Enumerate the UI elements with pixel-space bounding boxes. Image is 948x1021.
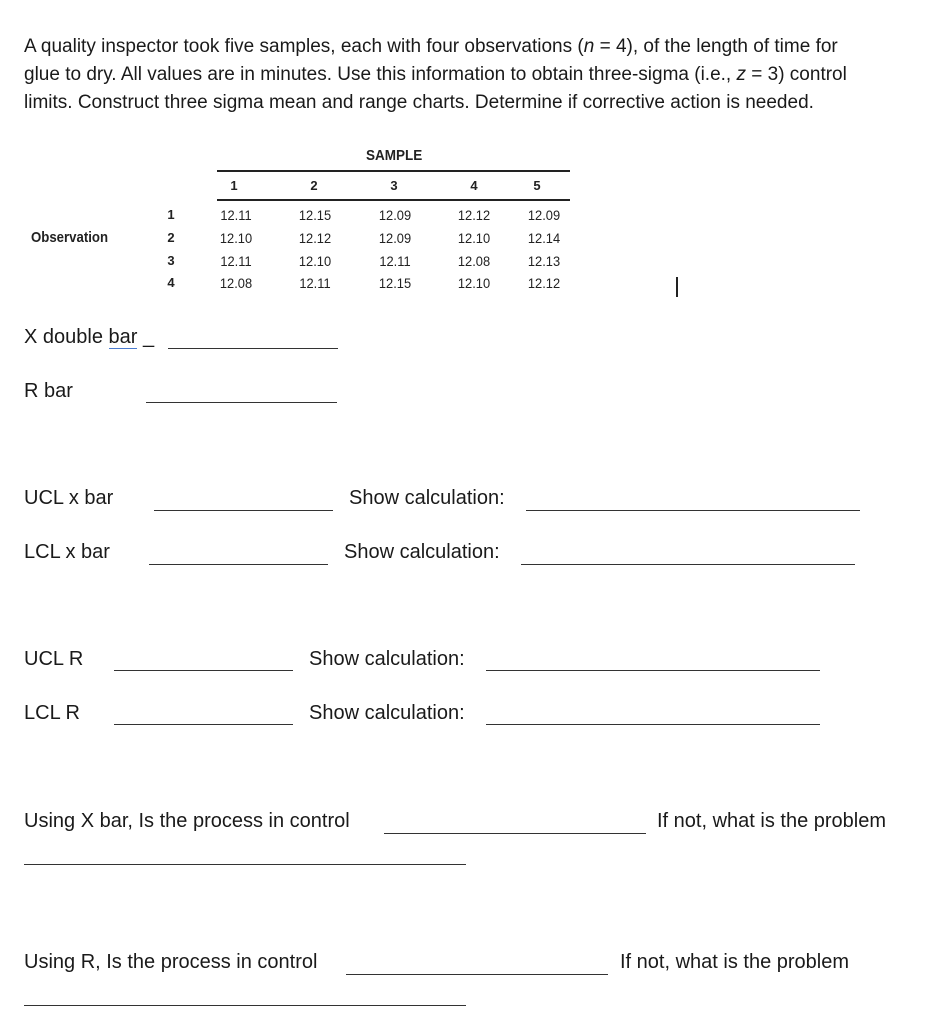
- table-cell: 12.08: [457, 253, 491, 269]
- intro-line-2: glue to dry. All values are in minutes. Use this information to obtain three-sigma (i.e., z = 3) control: [24, 64, 847, 85]
- table-cell: 12.15: [378, 275, 412, 291]
- table-cell: 12.09: [378, 230, 412, 246]
- table-cell: 12.09: [527, 207, 561, 223]
- lcl-r-label: LCL R: [24, 702, 80, 724]
- observation-label: Observation: [31, 229, 109, 246]
- sample-header: 2: [310, 178, 318, 193]
- xbar-problem-question: If not, what is the problem: [657, 810, 887, 832]
- ucl-x-bar-answer[interactable]: [154, 510, 333, 511]
- table-cell: 12.15: [298, 207, 332, 223]
- sample-header: 1: [230, 178, 238, 193]
- table-title: SAMPLE: [366, 147, 423, 164]
- table-header-rule: [217, 199, 570, 201]
- table-cell: 12.10: [457, 230, 491, 246]
- xbar-control-answer[interactable]: [384, 833, 646, 834]
- show-calculation-label: Show calculation:: [309, 702, 465, 724]
- table-cell: 12.10: [298, 253, 332, 269]
- r-control-question: Using R, Is the process in control: [24, 951, 318, 973]
- show-calculation-label: Show calculation:: [344, 541, 500, 563]
- table-cell: 12.12: [298, 230, 332, 246]
- intro-line-1: A quality inspector took five samples, each with four observations (n = 4), of the length of time for: [24, 36, 838, 57]
- table-cell: 12.11: [220, 253, 252, 269]
- observation-number: 4: [167, 275, 175, 290]
- table-cell: 12.11: [220, 207, 252, 223]
- table-cell: 12.11: [299, 275, 331, 291]
- lcl-x-bar-answer[interactable]: [149, 564, 328, 565]
- lcl-x-bar-label: LCL x bar: [24, 541, 110, 563]
- sample-header: 5: [533, 178, 541, 193]
- table-cell: 12.09: [378, 207, 412, 223]
- ucl-r-calculation[interactable]: [486, 670, 820, 671]
- lcl-r-answer[interactable]: [114, 724, 293, 725]
- observation-number: 1: [167, 207, 175, 222]
- x-double-bar-answer[interactable]: [168, 348, 338, 349]
- ucl-r-answer[interactable]: [114, 670, 293, 671]
- ucl-x-bar-label: UCL x bar: [24, 487, 114, 509]
- table-cell: 12.13: [527, 253, 561, 269]
- observation-number: 3: [167, 253, 175, 268]
- table-cell: 12.08: [219, 275, 253, 291]
- table-cell: 12.12: [527, 275, 561, 291]
- xbar-control-question: Using X bar, Is the process in control: [24, 810, 350, 832]
- table-top-rule: [217, 170, 570, 172]
- r-problem-question: If not, what is the problem: [620, 951, 850, 973]
- table-cell: 12.10: [219, 230, 253, 246]
- r-bar-answer[interactable]: [146, 402, 337, 403]
- lcl-r-calculation[interactable]: [486, 724, 820, 725]
- ucl-x-bar-calculation[interactable]: [526, 510, 860, 511]
- sample-header: 3: [390, 178, 398, 193]
- table-cell: 12.11: [379, 253, 411, 269]
- sample-header: 4: [470, 178, 478, 193]
- problem-statement: [24, 33, 944, 117]
- table-cell: 12.10: [457, 275, 491, 291]
- table-cell: 12.14: [527, 230, 561, 246]
- r-bar-label: R bar: [24, 380, 73, 402]
- r-control-answer[interactable]: [346, 974, 608, 975]
- lcl-x-bar-calculation[interactable]: [521, 564, 855, 565]
- x-double-bar-label: X double bar _: [24, 326, 155, 348]
- text-cursor: [676, 277, 678, 297]
- ucl-r-label: UCL R: [24, 648, 84, 670]
- r-problem-answer[interactable]: [24, 1005, 466, 1006]
- observation-number: 2: [167, 230, 175, 245]
- table-cell: 12.12: [457, 207, 491, 223]
- intro-line-3: limits. Construct three sigma mean and range charts. Determine if corrective action is needed.: [24, 92, 814, 113]
- xbar-problem-answer[interactable]: [24, 864, 466, 865]
- show-calculation-label: Show calculation:: [349, 487, 505, 509]
- show-calculation-label: Show calculation:: [309, 648, 465, 670]
